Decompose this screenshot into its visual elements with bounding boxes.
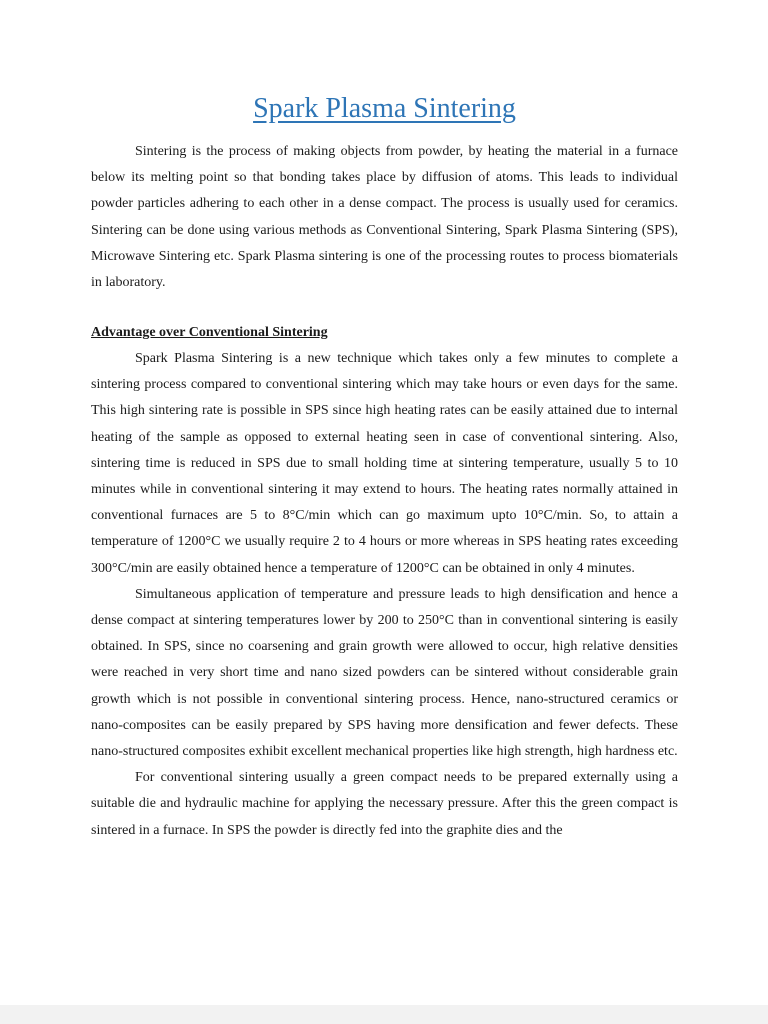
section-body bbox=[91, 346, 678, 844]
paragraph-sps-speed: Spark Plasma Sintering is a new technique which takes only a few minutes to complete a sintering process compared to conventional sintering which may take hours or even days for the same. This high sintering rate is possible in SPS since high heating rates can be easily attained due to internal heating of the sample as opposed to external heating seen in case of conventional sintering. Also, sintering time is reduced in SPS due to small holding time at sintering temperature, usually 5 to 10 minutes while in conventional sintering it may extend to hours. The heating rates normally attained in conventional furnaces are 5 to 8°C/min which can go maximum upto 10°C/min. So, to attain a temperature of 1200°C we usually require 2 to 4 hours or more whereas in SPS heating rates exceeding 300°C/min are easily obtained hence a temperature of 1200°C can be obtained in only 4 minutes. bbox=[91, 351, 678, 576]
section-heading: Advantage over Conventional Sintering bbox=[91, 325, 328, 340]
document-title: Spark Plasma Sintering bbox=[253, 93, 516, 124]
intro-paragraph: Sintering is the process of making objects from powder, by heating the material in a furnace below its melting point so that bonding takes place by diffusion of atoms. This leads to individual powder particles adhering to each other in a dense compact. The process is usually used for ceramics. Sintering can be done using various methods as Conventional Sintering, Spark Plasma Sintering (SPS), Microwave Sintering etc. Spark Plasma sintering is one of the processing routes to process biomaterials in laboratory. bbox=[91, 144, 678, 291]
paragraph-densification: Simultaneous application of temperature and pressure leads to high densification and hence a dense compact at sintering temperatures lower by 200 to 250°C than in conventional sintering is easily obtained. In SPS, since no coarsening and grain growth were allowed to occur, high relative densities were reached in very short time and nano sized powders can be sintered without considerable grain growth which is not possible in conventional sintering process. Hence, nano-structured ceramics or nano-composites can be easily prepared by SPS having more densification and fewer defects. These nano-structured composites exhibit excellent mechanical properties like high strength, high hardness etc. bbox=[91, 586, 678, 760]
paragraph-green-compact: For conventional sintering usually a green compact needs to be prepared externally using a suitable die and hydraulic machine for applying the necessary pressure. After this the green compact is sintered in a furnace. In SPS the powder is directly fed into the graphite dies and the bbox=[91, 770, 678, 838]
page-bottom-edge bbox=[0, 1005, 768, 1024]
